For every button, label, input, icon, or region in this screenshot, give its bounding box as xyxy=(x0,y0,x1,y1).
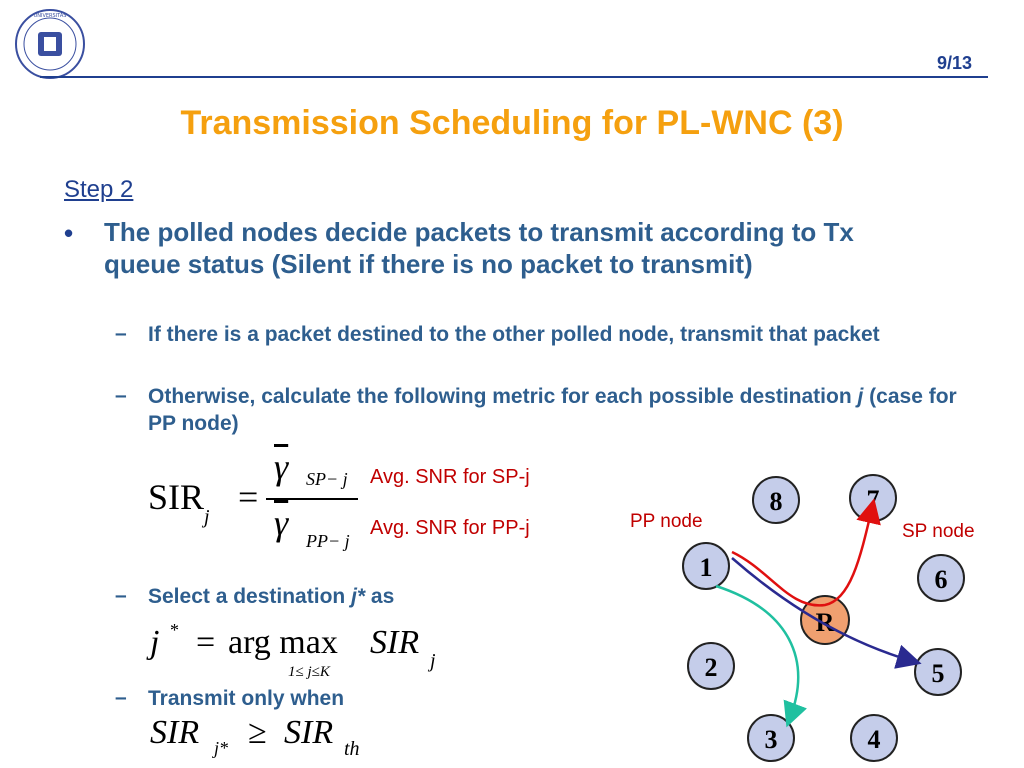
dash-marker: – xyxy=(115,384,127,407)
svg-text:UNIVERSITAS: UNIVERSITAS xyxy=(33,13,67,19)
sub3-suffix: as xyxy=(365,585,395,608)
sub-bullet-1: If there is a packet destined to the other polled node, transmit that packet xyxy=(148,323,880,346)
formula1-eq: = xyxy=(238,477,259,517)
dash-marker: – xyxy=(115,584,127,607)
dash-marker: – xyxy=(115,686,127,709)
formula2-argmax: arg max xyxy=(228,624,338,661)
sp-node-label: SP node xyxy=(902,521,975,542)
annotation-pp-snr: Avg. SNR for PP-j xyxy=(370,517,530,539)
sub2-suffix: (case for PP node) xyxy=(148,385,957,435)
node-1 xyxy=(683,543,729,589)
node-4 xyxy=(851,715,897,761)
pp-node-label: PP node xyxy=(630,511,703,532)
slide-title: Transmission Scheduling for PL-WNC (3) xyxy=(180,104,844,142)
node-5-label: 5 xyxy=(931,659,945,688)
formula2-eq: = xyxy=(196,624,216,661)
sub3-prefix: Select a destination xyxy=(148,585,352,608)
formula1-den-sub: PP− j xyxy=(306,531,350,551)
node-8 xyxy=(753,477,799,523)
node-3 xyxy=(748,715,794,761)
formula3-lhs-main: SIR xyxy=(150,714,200,751)
formula2-limits: 1≤ j≤K xyxy=(288,664,330,680)
node-7 xyxy=(850,475,896,521)
formula2-lhs: j xyxy=(150,624,160,661)
node-3-label: 3 xyxy=(764,725,778,754)
relay-node-label: R xyxy=(815,608,835,637)
main-bullet: The polled nodes decide packets to transmit according to Tx queue status (Silent if there is no packet to transmit) xyxy=(104,217,854,279)
node-8-label: 8 xyxy=(769,487,783,516)
formula1-lhs-sub: j xyxy=(204,506,210,529)
node-7-label: 7 xyxy=(866,485,880,514)
formula2-rhs-main: SIR xyxy=(370,624,420,661)
formula3-lhs-sub: j* xyxy=(214,738,229,758)
sub2-var: j xyxy=(857,385,864,408)
sub3-var: j* xyxy=(351,585,366,608)
formula3-op: ≥ xyxy=(248,714,267,751)
formula2-rhs-sub: j xyxy=(430,650,436,672)
formula1-lhs-main: SIR xyxy=(148,477,205,517)
node-6 xyxy=(918,555,964,601)
red-arrow-1-to-7 xyxy=(732,508,872,605)
sub-bullet-4: Transmit only when xyxy=(148,687,345,710)
node-2-label: 2 xyxy=(704,653,718,682)
step-heading: Step 2 xyxy=(64,176,134,203)
node-5 xyxy=(915,649,961,695)
node-2 xyxy=(688,643,734,689)
node-1-label: 1 xyxy=(699,553,713,582)
formula2-lhs-sup: * xyxy=(170,620,179,640)
formula1-num-sub: SP− j xyxy=(306,469,348,489)
node-6-label: 6 xyxy=(934,565,948,594)
sub2-prefix: Otherwise, calculate the following metric for each possible destination xyxy=(148,385,858,408)
formula1-num-gamma: $\overline{\gamma}$ xyxy=(274,447,289,487)
node-4-label: 4 xyxy=(867,725,881,754)
formula3-rhs-sub: th xyxy=(344,738,360,760)
annotation-sp-snr: Avg. SNR for SP-j xyxy=(370,466,530,488)
page-number: 9/13 xyxy=(936,53,972,73)
formula1-den-gamma: $\overline{\gamma}$ xyxy=(274,503,289,543)
dash-marker: – xyxy=(115,322,127,345)
bullet-marker: • xyxy=(64,218,74,248)
formula3-rhs-main: SIR xyxy=(284,714,334,751)
